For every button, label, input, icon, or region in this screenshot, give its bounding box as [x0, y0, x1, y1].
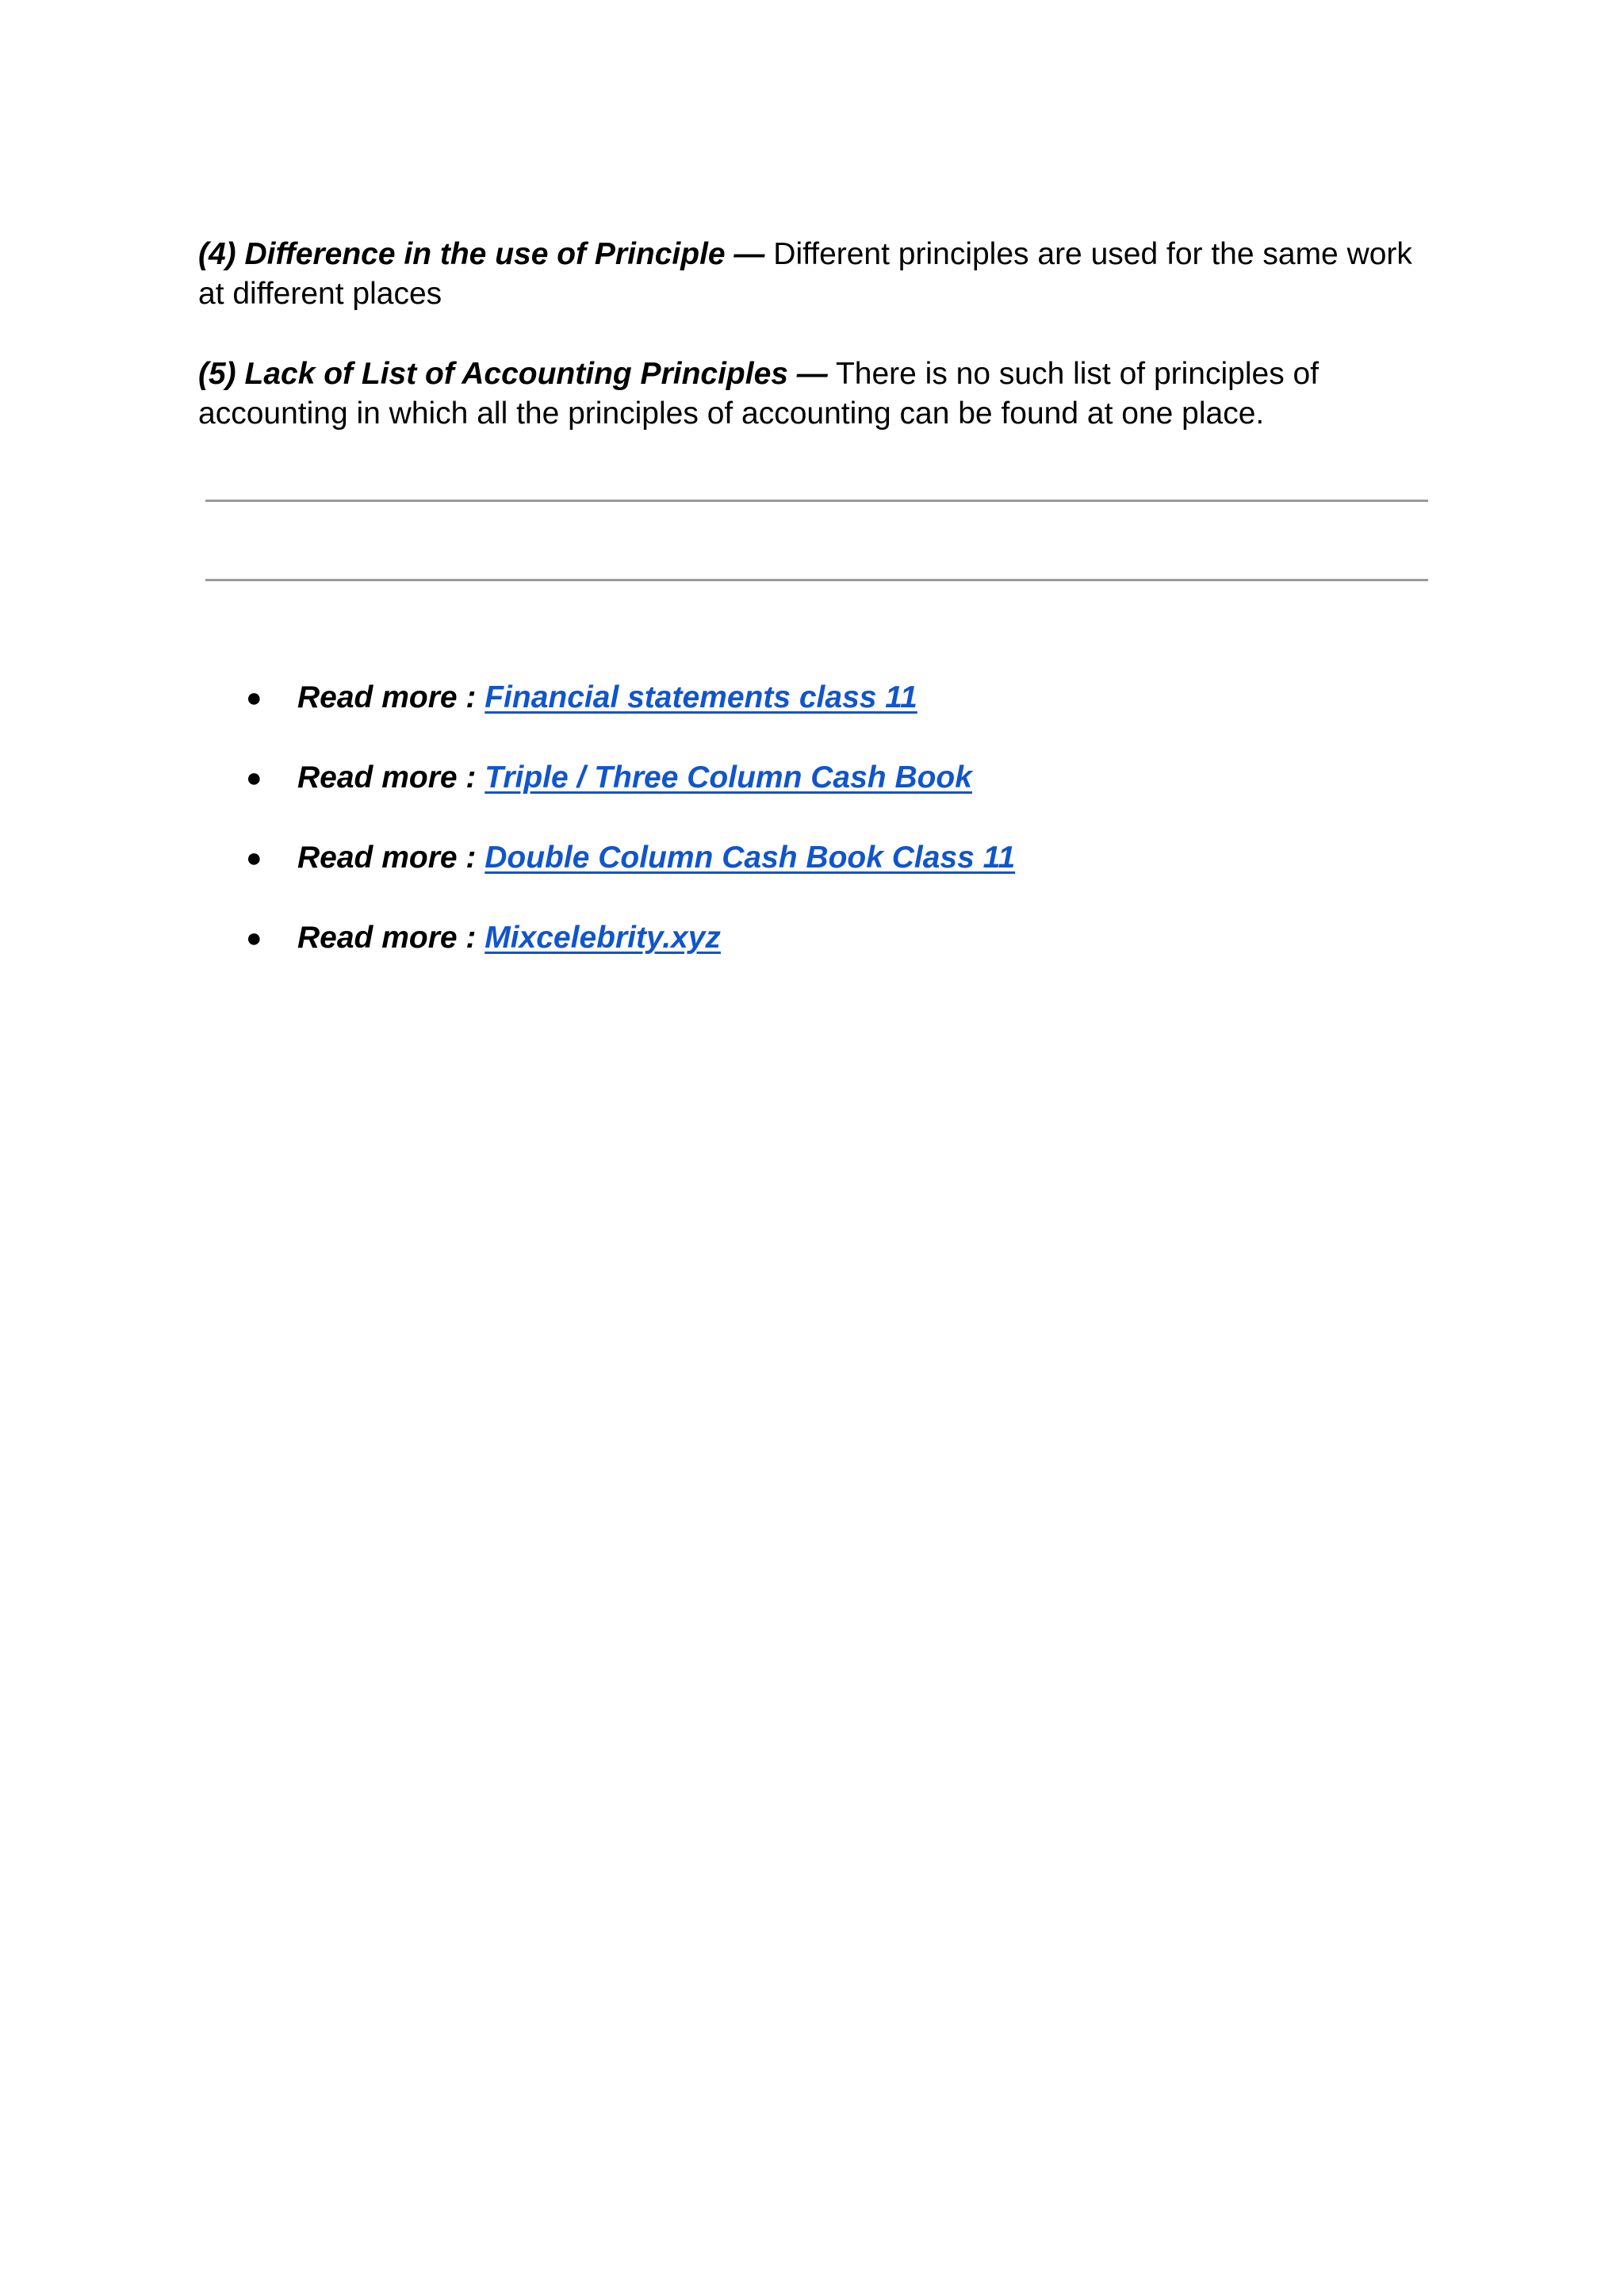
link-financial-statements[interactable]: Financial statements class 11	[485, 680, 917, 714]
limitation-paragraph-5	[198, 354, 1435, 434]
list-item	[246, 678, 1435, 726]
list-item	[246, 918, 1435, 966]
read-more-text	[297, 678, 917, 718]
paragraph-heading: (4) Difference in the use of Principle —	[198, 237, 765, 271]
read-more-text	[297, 918, 721, 958]
read-more-prefix: Read more :	[297, 760, 485, 795]
horizontal-divider	[205, 500, 1428, 502]
paragraph-body: Different principles are used for the same work at different places	[198, 237, 1412, 311]
bullet-icon: ●	[246, 923, 262, 953]
read-more-text	[297, 838, 1015, 878]
horizontal-divider	[205, 579, 1428, 581]
list-item	[246, 838, 1435, 886]
limitation-paragraph-4	[198, 235, 1435, 314]
link-double-column-cash-book[interactable]: Double Column Cash Book Class 11	[485, 841, 1016, 875]
paragraph-body: There is no such list of principles of accounting in which all the principles of accounting can be found at one place.	[198, 357, 1320, 431]
list-item	[246, 758, 1435, 806]
read-more-text	[297, 758, 972, 798]
read-more-prefix: Read more :	[297, 921, 485, 955]
link-mixcelebrity[interactable]: Mixcelebrity.xyz	[485, 921, 721, 955]
bullet-icon: ●	[246, 683, 262, 713]
read-more-prefix: Read more :	[297, 680, 485, 714]
link-triple-column-cash-book[interactable]: Triple / Three Column Cash Book	[485, 760, 972, 795]
paragraph-heading: (5) Lack of List of Accounting Principles —	[198, 357, 828, 391]
bullet-icon: ●	[246, 763, 262, 793]
bullet-icon: ●	[246, 843, 262, 873]
read-more-prefix: Read more :	[297, 841, 485, 875]
